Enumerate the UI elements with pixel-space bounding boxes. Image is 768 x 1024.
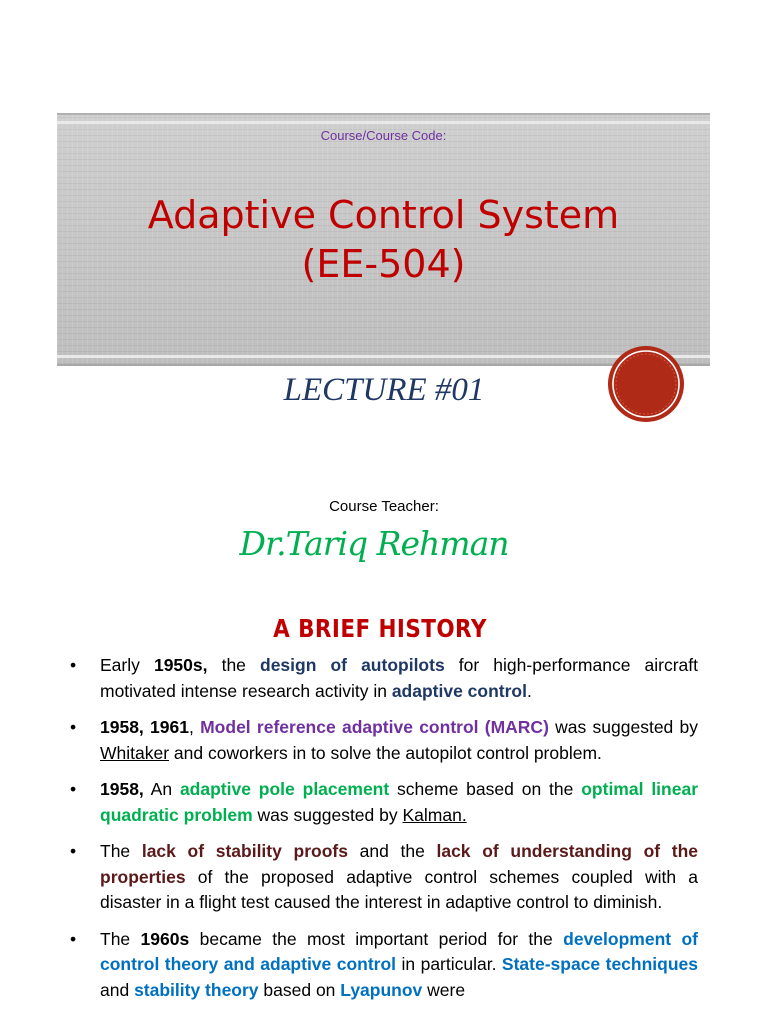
key-phrase: Model reference adaptive control (MARC) xyxy=(200,717,549,737)
history-list xyxy=(70,653,699,1014)
key-phrase: lack of understanding of the properties xyxy=(100,841,698,887)
key-phrase: development of control theory and adaptive control xyxy=(100,928,698,974)
year-highlight: 1960s xyxy=(140,928,190,949)
section-heading: A BRIEF HISTORY xyxy=(273,614,487,643)
key-phrase: lack of stability proofs xyxy=(141,841,348,861)
course-title xyxy=(57,191,710,289)
key-phrase: State-space techniques xyxy=(501,954,699,974)
key-phrase: stability theory xyxy=(134,979,259,1000)
text-run: for high-performance aircraft motivated intense research activity in xyxy=(100,655,698,701)
text-run: and the xyxy=(347,841,437,861)
course-title-line2: (EE-504) xyxy=(301,242,466,286)
year-highlight: 1958, xyxy=(100,779,144,799)
text-run: based on xyxy=(258,979,341,1000)
text-run: in particular. xyxy=(396,954,502,974)
text-run: was suggested by xyxy=(548,717,699,737)
text-run: and coworkers in to solve the autopilot control problem. xyxy=(169,742,602,763)
text-run: of the proposed adaptive control schemes coupled with a disaster in a flight test caused the interest in adaptive control to diminish. xyxy=(100,866,698,912)
text-run: the xyxy=(207,655,260,675)
year-highlight: 1958, 1961 xyxy=(100,717,189,737)
course-code-label: Course/Course Code: xyxy=(320,128,447,143)
course-teacher-name: Dr.Tariq Rehman xyxy=(239,524,509,563)
lecture-number: LECTURE #01 xyxy=(283,372,485,408)
course-title-line1: Adaptive Control System xyxy=(147,193,620,237)
year-highlight: 1950s, xyxy=(153,655,208,675)
text-run: was suggested by xyxy=(252,804,403,825)
list-item xyxy=(70,777,699,828)
course-teacher-label: Course Teacher: xyxy=(329,498,439,515)
title-banner xyxy=(57,113,710,366)
person-name: Whitaker xyxy=(100,742,170,763)
bullet-marker: • xyxy=(70,928,77,949)
text-run: The xyxy=(100,928,141,949)
person-name: Kalman. xyxy=(402,804,467,825)
banner-top-strip xyxy=(57,121,710,124)
bullet-marker: • xyxy=(70,841,77,861)
list-item xyxy=(70,839,698,916)
text-run: , xyxy=(188,717,201,737)
text-run: The xyxy=(100,841,142,861)
text-run: An xyxy=(143,779,180,799)
key-phrase: adaptive pole placement xyxy=(179,779,390,799)
bullet-marker: • xyxy=(70,779,77,799)
key-phrase: optimal linear quadratic problem xyxy=(100,779,699,825)
key-phrase: design of autopilots xyxy=(260,655,445,675)
bullet-marker: • xyxy=(70,717,77,737)
text-run: were xyxy=(422,979,466,1000)
key-phrase: adaptive control xyxy=(391,680,527,701)
list-item xyxy=(70,715,699,766)
text-run: Early xyxy=(100,655,154,675)
text-run: scheme based on the xyxy=(389,779,582,799)
list-item xyxy=(70,927,699,1004)
list-item xyxy=(70,653,698,704)
text-run: and xyxy=(100,979,135,1000)
text-run: . xyxy=(526,680,532,701)
bullet-marker: • xyxy=(70,655,77,675)
text-run: became the most important period for the xyxy=(189,928,564,949)
person-name: Lyapunov xyxy=(340,979,423,1000)
